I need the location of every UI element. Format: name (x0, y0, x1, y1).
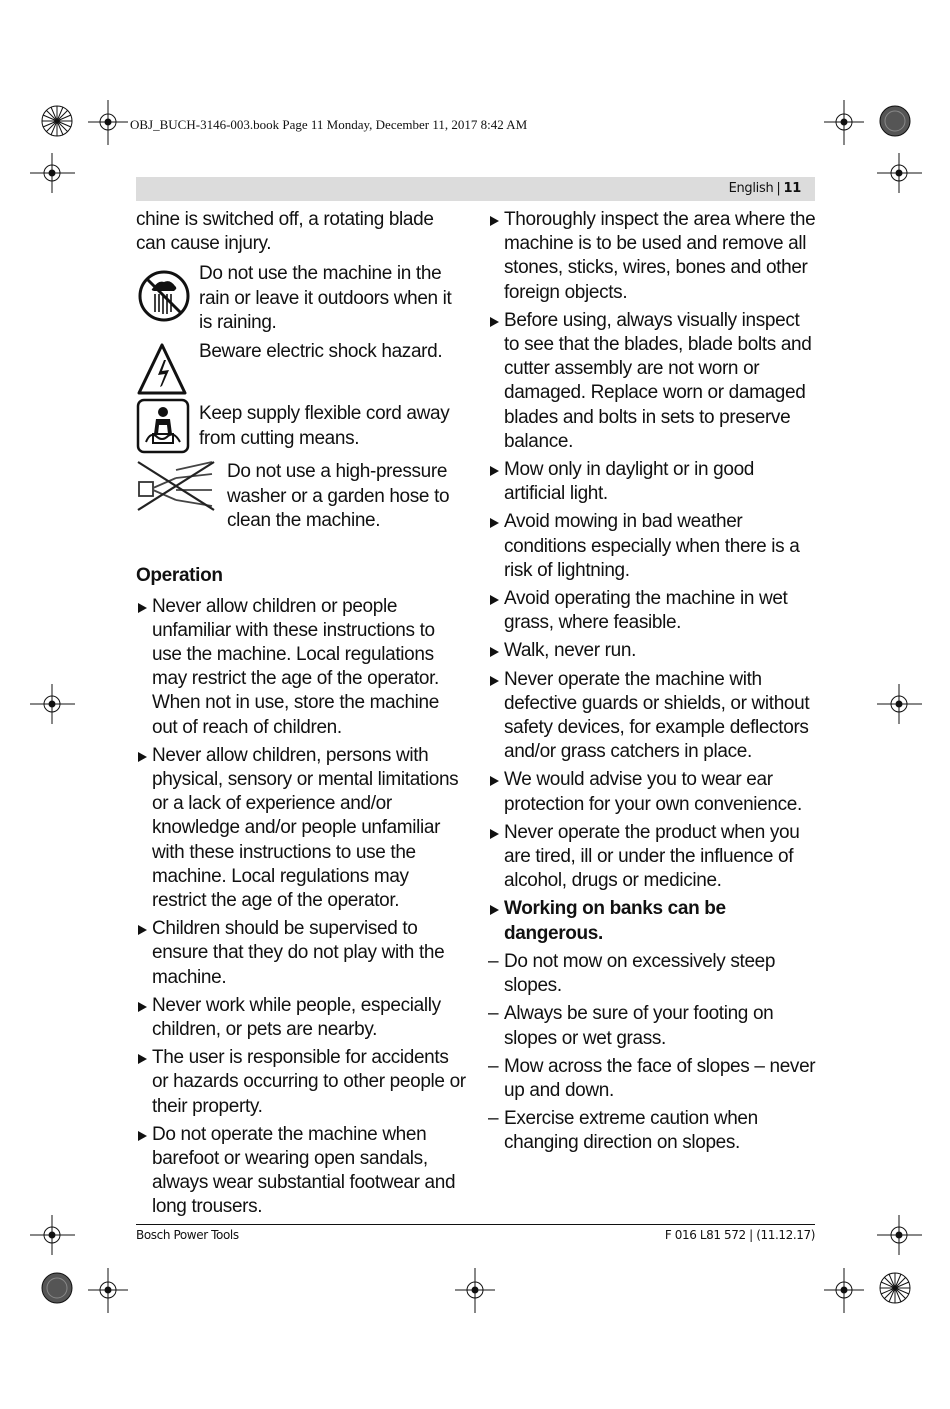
crop-crosshair-right-middle (877, 684, 922, 724)
bullet-triangle-icon (490, 905, 499, 915)
bullet-triangle-icon (490, 829, 499, 839)
symbol-row-shock (136, 340, 466, 396)
list-item: Never allow children or people unfamiliar with these instructions to use the machine. Local regulations may restrict the age of the operator. When not in use, store the machine out of reach of children. (136, 595, 466, 740)
list-item: Avoid operating the machine in wet grass, where feasible. (488, 587, 816, 635)
bullet-triangle-icon (490, 776, 499, 786)
bullet-triangle-icon (490, 216, 499, 226)
header-label: English | 11 (728, 181, 801, 196)
crop-crosshair-right-upper (877, 153, 922, 193)
symbol-row-rain (136, 262, 466, 340)
list-item: Do not operate the machine when barefoot or wearing open sandals, always wear substantial footwear and long trousers. (136, 1123, 466, 1220)
registration-mark-bottom-left (40, 1271, 74, 1305)
page-number: 11 (783, 181, 801, 196)
list-item: We would advise you to wear ear protection for your own convenience. (488, 768, 816, 816)
dash-item: – Do not mow on excessively steep slopes. (488, 950, 776, 997)
symbol-text-washer: Do not use a high-pressure washer or a garden hose to clean the machine. (227, 461, 450, 531)
dash-item: – Always be sure of your footing on slopes or wet grass. (488, 1003, 774, 1049)
header-language: English (728, 181, 774, 196)
list-item: Walk, never run. (488, 639, 816, 663)
list-item: Never operate the machine with defective guards or shields, or without safety devices, for example deflectors and/or grass catchers in place. (488, 668, 816, 765)
symbol-text-rain: Do not use the machine in the rain or leave it outdoors when it is raining. (199, 263, 452, 333)
dash-item: – Exercise extreme caution when changing direction on slopes. (488, 1108, 758, 1154)
symbol-text-cord: Keep supply flexible cord away from cutting means. (199, 403, 450, 449)
bullet-triangle-icon (138, 1131, 147, 1141)
bullet-triangle-icon (490, 647, 499, 657)
symbol-row-cord (136, 402, 466, 460)
page-header (136, 177, 815, 201)
symbol-row-washer (136, 460, 466, 534)
list-item: Avoid mowing in bad weather conditions especially when there is a risk of lightning. (488, 510, 816, 583)
list-item: Children should be supervised to ensure that they do not play with the machine. (136, 917, 466, 990)
crop-crosshair-left-middle (30, 684, 75, 724)
footer-rule (136, 1224, 815, 1225)
bullet-triangle-icon (138, 752, 147, 762)
list-item-warning: Working on banks can be dangerous. (488, 897, 816, 945)
continuation-text: chine is switched off, a rotating blade can cause injury. (136, 209, 434, 255)
registration-mark-top-left (40, 104, 74, 138)
registration-mark-bottom-right (878, 1271, 912, 1305)
crop-crosshair-bottom-center (455, 1268, 495, 1313)
print-info: OBJ_BUCH-3146-003.book Page 11 Monday, December 11, 2017 8:42 AM (130, 117, 528, 132)
bullet-triangle-icon (138, 1002, 147, 1012)
dash-item: – Mow across the face of slopes – never up and down. (488, 1055, 816, 1101)
bullet-triangle-icon (490, 518, 499, 528)
bullet-triangle-icon (138, 1054, 147, 1064)
list-item: Mow only in daylight or in good artificial light. (488, 458, 816, 506)
no-pressure-washer-icon (136, 460, 216, 512)
bullet-triangle-icon (138, 603, 147, 613)
electric-shock-warning-icon (136, 342, 188, 396)
crop-crosshair-right-lower (877, 1215, 922, 1255)
crop-crosshair-bottom-left-inner (88, 1268, 128, 1313)
crop-crosshair-top-right-inner (824, 100, 864, 145)
crop-crosshair-bottom-right-inner (824, 1268, 864, 1313)
list-item: The user is responsible for accidents or hazards occurring to other people or their property. (136, 1046, 466, 1119)
list-item: Never allow children, persons with physical, sensory or mental limitations or a lack of experience and/or knowledge and/or people unfamiliar with these instructions to use the machine. Local regulations may restrict the age of the operator. (136, 744, 466, 913)
section-title-operation: Operation (136, 565, 223, 587)
symbol-text-shock: Beware electric shock hazard. (199, 341, 443, 363)
bullet-triangle-icon (490, 317, 499, 327)
bullet-triangle-icon (490, 466, 499, 476)
registration-mark-top-right (878, 104, 912, 138)
cord-away-icon (136, 398, 190, 454)
footer-publisher: Bosch Power Tools (136, 1228, 239, 1242)
list-item: Never work while people, especially children, or pets are nearby. (136, 994, 466, 1042)
list-item: Never operate the product when you are tired, ill or under the influence of alcohol, drugs or medicine. (488, 821, 816, 894)
crop-crosshair-top-left-inner (88, 100, 128, 145)
left-column (136, 208, 466, 1224)
bullet-triangle-icon (138, 925, 147, 935)
right-column (488, 208, 816, 1160)
no-rain-icon (136, 268, 192, 324)
list-item: Before using, always visually inspect to see that the blades, blade bolts and cutter assembly are not worn or damaged. Replace worn or damaged blades and bolts in sets to preserve balance. (488, 309, 816, 454)
crop-crosshair-left-upper (30, 153, 75, 193)
crop-crosshair-left-lower (30, 1215, 75, 1255)
bullet-triangle-icon (490, 676, 499, 686)
footer-document-code: F 016 L81 572 | (11.12.17) (664, 1228, 815, 1242)
list-item: Thoroughly inspect the area where the machine is to be used and remove all stones, sticks, wires, bones and other foreign objects. (488, 208, 816, 305)
bullet-triangle-icon (490, 595, 499, 605)
